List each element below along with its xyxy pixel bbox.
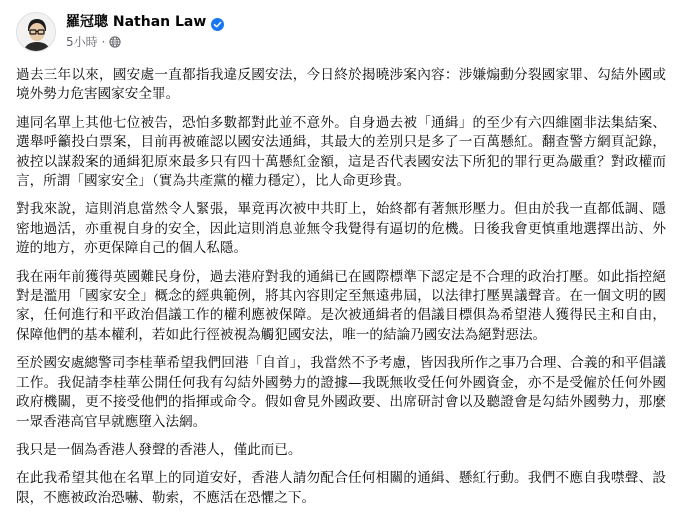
post-paragraph: 至於國安處總警司李桂華希望我們回港「自首」，我當然不予考慮，皆因我所作之事乃合理、合義的和平倡議工作。我促請李桂華公開任何我有勾結外國勢力的證據—我既無收受任何外國資金，亦不是受僱於任何外國政府機關，更不接受他們的指揮或命令。假如會見外國政要、出席研討會以及聽證會是勾結外國勢力，那麼一眾香港高官早就應墮入法網。 bbox=[16, 355, 666, 430]
meta-separator: · bbox=[101, 35, 106, 49]
avatar-portrait-icon bbox=[17, 13, 56, 52]
post-paragraph: 我只是一個為香港人發聲的香港人，僅此而已。 bbox=[16, 441, 302, 458]
author-avatar[interactable] bbox=[16, 12, 56, 52]
author-name-link[interactable]: 羅冠聰 Nathan Law bbox=[66, 14, 207, 30]
post-paragraph: 在此我希望其他在名單上的同道安好，香港人請勿配合任何相關的通緝、懸紅行動。我們不應自我噤聲、設限，不應被政治恐嚇、勒索，不應活在恐懼之下。 bbox=[16, 470, 666, 506]
post-paragraph: 連同名單上其他七位被告，恐怕多數都對此並不意外。自身過去被「通緝」的至少有六四維園非法集結案、選舉呼籲投白票案，目前再被確認以國安法通緝，其最大的差別只是多了一百萬懸紅。翻查警方網頁記錄，被控以謀殺案的通緝犯原來最多只有四十萬懸紅金額，這是否代表國安法下所犯的罪行更為嚴重？對政權而言，所謂「國家安全」（實為共產黨的權力穩定），比人命更珍貴。 bbox=[16, 114, 666, 190]
post-meta bbox=[66, 34, 121, 50]
post-body bbox=[16, 66, 666, 517]
verified-badge-icon bbox=[211, 16, 224, 29]
author-row bbox=[66, 13, 224, 31]
post-timestamp-link[interactable]: 5小時 bbox=[66, 35, 98, 49]
globe-icon[interactable] bbox=[109, 36, 121, 48]
post-paragraph: 過去三年以來，國安處一直都指我違反國安法，今日終於揭曉涉案內容：涉嫌煽動分裂國家罪、勾結外國或境外勢力危害國家安全罪。 bbox=[16, 67, 666, 103]
post-header bbox=[0, 0, 681, 62]
post-paragraph: 我在兩年前獲得英國難民身份，過去港府對我的通緝已在國際標準下認定是不合理的政治打壓。如此指控絕對是濫用「國家安全」概念的經典範例，將其內容則定至無遠弗屆，以法律打壓異議聲音。在一個文明的國家，任何進行和平政治倡議工作的權利應被保障。是次被通緝者的倡議目標俱為希望港人獲得民主和自由，保障他們的基本權利，若如此行徑被視為觸犯國安法，唯一的結論乃國安法為絕對惡法。 bbox=[16, 268, 666, 343]
post-paragraph: 對我來說，這則消息當然令人緊張，畢竟再次被中共盯上，始終都有著無形壓力。但由於我一直都低調、隱密地過活，亦重視自身的安全，因此這則消息並無令我覺得有逼切的危機。日後我會更慎重地選擇出訪、外遊的地方，亦更保障自己的個人私隱。 bbox=[16, 201, 666, 257]
